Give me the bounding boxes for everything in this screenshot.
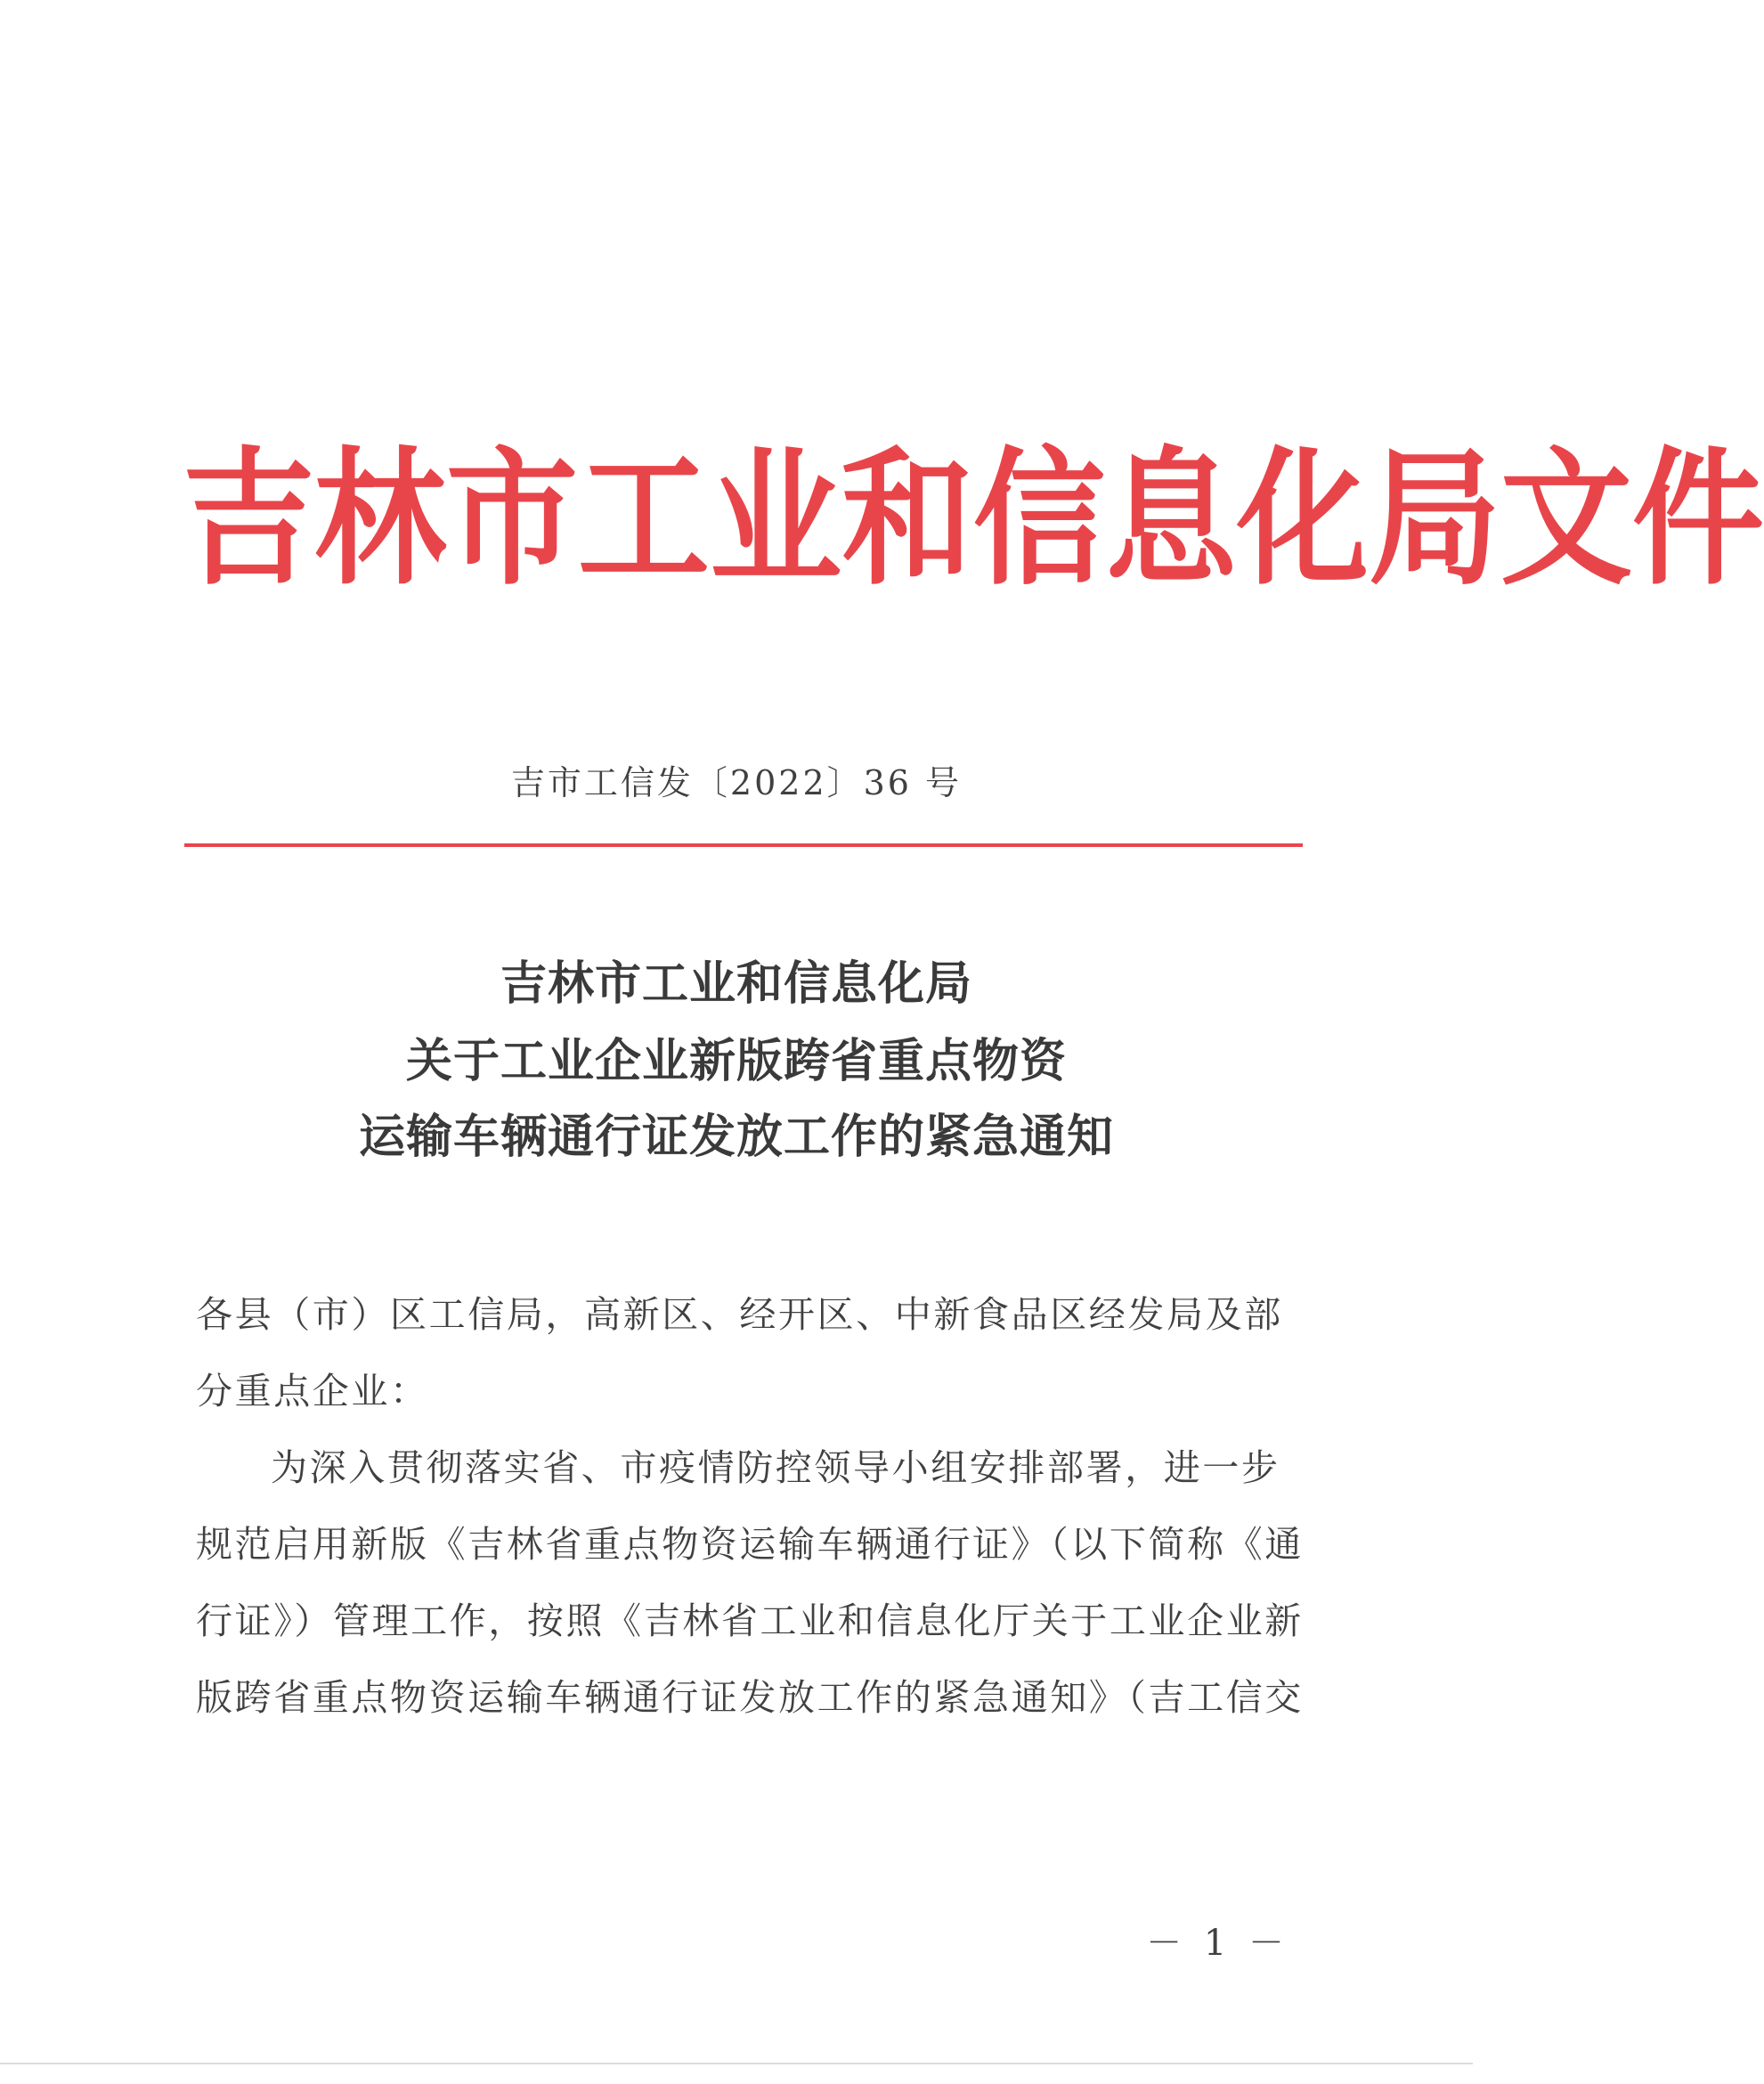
header-char: 工 xyxy=(578,433,710,606)
header-char: 化 xyxy=(1237,433,1369,606)
scan-bottom-edge xyxy=(0,2063,1473,2064)
header-char: 市 xyxy=(446,433,578,606)
header-char: 业 xyxy=(710,433,841,606)
title-line-1: 吉林市工业和信息化局 xyxy=(500,957,972,1011)
page-number: － 1 － xyxy=(1146,1923,1289,1964)
header-char: 局 xyxy=(1369,433,1500,606)
document-number: 吉市工信发〔2022〕36 号 xyxy=(510,763,963,802)
body-paragraph-line-2: 规范启用新版《吉林省重点物资运输车辆通行证》（以下简称《通 xyxy=(196,1523,1304,1566)
issuer-red-header xyxy=(183,425,1764,615)
header-char: 件 xyxy=(1632,433,1764,606)
addressee-line-1: 各县（市）区工信局，高新区、经开区、中新食品区经发局及部 xyxy=(196,1293,1283,1336)
body-paragraph-line-3: 行证》）管理工作，按照《吉林省工业和信息化厅关于工业企业新 xyxy=(196,1600,1304,1642)
red-divider-line xyxy=(184,843,1303,847)
title-line-3: 运输车辆通行证发放工作的紧急通知 xyxy=(358,1111,1114,1164)
header-char: 林 xyxy=(314,433,446,606)
header-char: 和 xyxy=(841,433,973,606)
header-char: 信 xyxy=(973,433,1105,606)
header-char: 文 xyxy=(1500,433,1632,606)
header-char: 息 xyxy=(1105,433,1237,606)
body-paragraph-line-1: 为深入贯彻落实省、市疫情防控领导小组安排部署，进一步 xyxy=(271,1446,1280,1489)
body-paragraph-line-4: 版跨省重点物资运输车辆通行证发放工作的紧急通知》（吉工信交 xyxy=(196,1676,1304,1719)
header-char: 吉 xyxy=(183,433,314,606)
title-line-2: 关于工业企业新版跨省重点物资 xyxy=(405,1035,1067,1088)
addressee-line-2: 分重点企业： xyxy=(196,1370,429,1412)
